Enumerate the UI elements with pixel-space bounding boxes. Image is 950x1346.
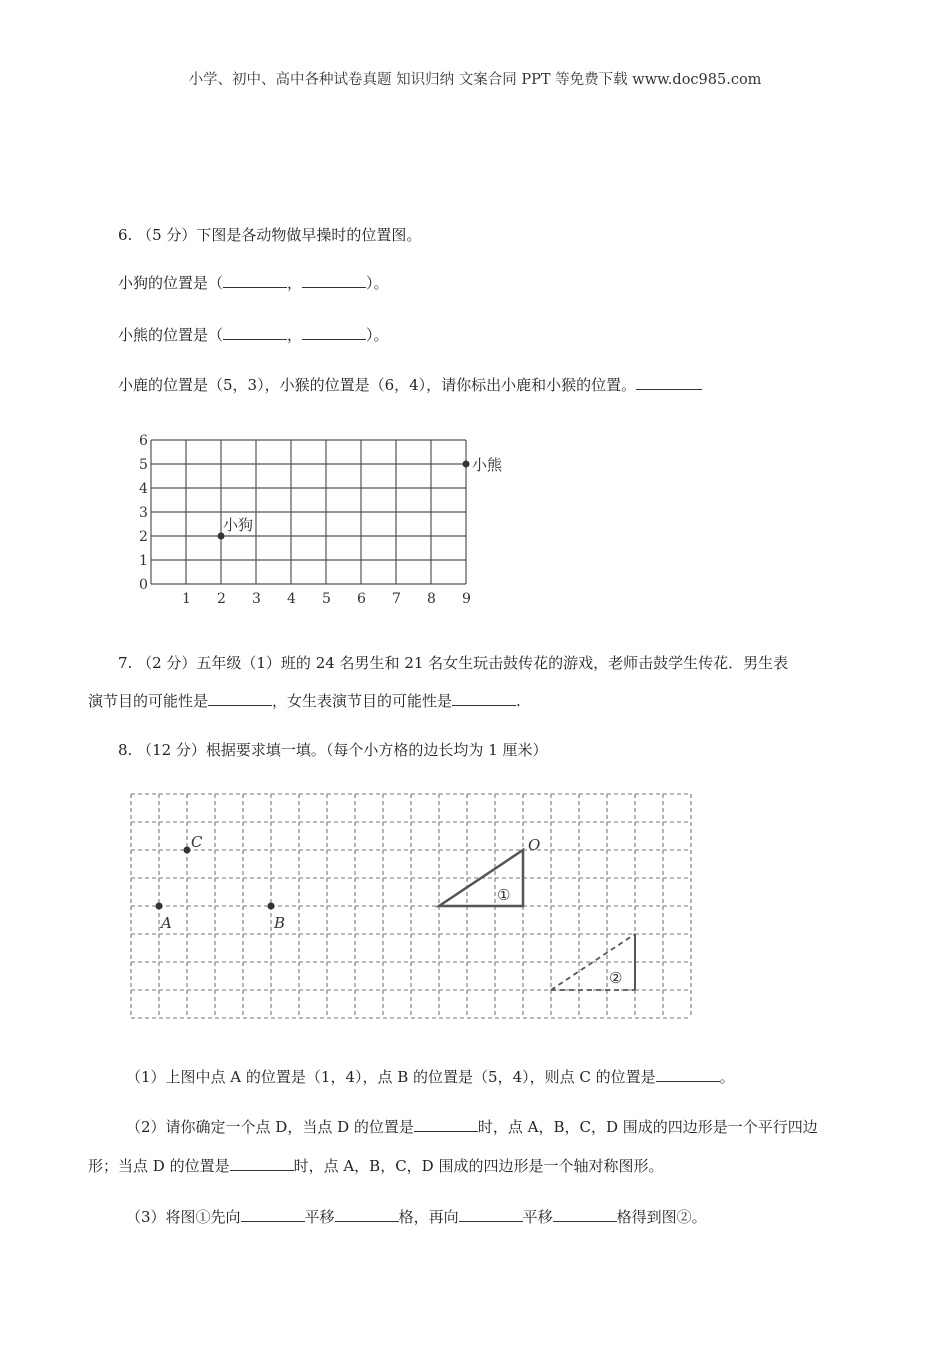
bear-label: 小熊 [472, 456, 503, 474]
q6-title: 6. （5 分）下图是各动物做早操时的位置图。 [118, 226, 422, 244]
x-tick: 9 [462, 591, 471, 607]
y-tick: 0 [139, 577, 148, 593]
q6-dog-prefix: 小狗的位置是（ [118, 274, 224, 292]
q8-part3-text-e: 格得到图②。 [616, 1208, 707, 1226]
q8-part2-text-c: 形；当点 D 的位置是 [88, 1157, 230, 1175]
q8-part3-text-a: （3）将图①先向 [126, 1208, 241, 1226]
point-b [268, 903, 275, 910]
q8-part3-text-c: 格，再向 [398, 1208, 459, 1226]
label-o: O [528, 836, 541, 854]
q8-part2-line2 [88, 1155, 663, 1176]
q6-deer-text: 小鹿的位置是（5，3），小猴的位置是（6，4），请你标出小鹿和小猴的位置。 [118, 376, 637, 394]
x-tick: 1 [182, 591, 191, 607]
y-tick: 4 [139, 481, 148, 497]
point-c [184, 847, 191, 854]
q8-steps2-blank[interactable] [553, 1207, 617, 1222]
q6-bear-close: ）。 [366, 326, 389, 344]
shape-2-label: ② [609, 969, 623, 987]
q8-part1 [126, 1066, 735, 1087]
q6-bear-comma: ， [287, 326, 303, 344]
q8-part2-text-d: 时，点 A，B，C，D 围成的四边形是一个轴对称图形。 [293, 1157, 664, 1175]
q8-dir1-blank[interactable] [241, 1207, 305, 1222]
q6-dog-comma: ， [287, 274, 303, 292]
y-tick: 1 [139, 553, 148, 569]
point-a [156, 903, 163, 910]
q8-part2-text-b: 时，点 A，B，C，D 围成的四边形是一个平行四边 [477, 1118, 818, 1136]
q7-period: . [516, 692, 521, 710]
x-tick: 8 [427, 591, 436, 607]
x-tick: 6 [357, 591, 366, 607]
x-tick: 3 [252, 591, 261, 607]
x-tick: 4 [287, 591, 296, 607]
x-tick: 5 [322, 591, 331, 607]
q7-line1: 7. （2 分）五年级（1）班的 24 名男生和 21 名女生玩击鼓传花的游戏，老师击鼓学生传花．男生表 [118, 654, 789, 672]
q7-boys-text: 演节目的可能性是 [88, 692, 209, 710]
q6-dog-close: ）。 [366, 274, 389, 292]
q8-steps1-blank[interactable] [335, 1207, 399, 1222]
y-tick: 2 [139, 529, 148, 545]
shape-1-label: ① [497, 886, 511, 904]
label-a: A [161, 914, 172, 932]
dog-label: 小狗 [223, 516, 254, 534]
x-tick: 7 [392, 591, 401, 607]
label-b: B [274, 914, 286, 932]
q6-bear-prefix: 小熊的位置是（ [118, 326, 224, 344]
q8-part2-line1 [126, 1116, 818, 1137]
q7-girls-text: ，女生表演节目的可能性是 [272, 692, 453, 710]
q8-point-c-blank[interactable] [656, 1067, 720, 1082]
q8-dir2-blank[interactable] [459, 1207, 523, 1222]
y-tick: 3 [139, 505, 148, 521]
y-tick: 5 [139, 457, 148, 473]
q8-part3-text-b: 平移 [304, 1208, 335, 1226]
q8-point-d-parallelogram-blank[interactable] [414, 1117, 478, 1132]
x-tick: 2 [217, 591, 226, 607]
q8-part3 [126, 1206, 707, 1227]
q8-part2-text-a: （2）请你确定一个点 D，当点 D 的位置是 [126, 1118, 414, 1136]
q8-point-d-symmetric-blank[interactable] [230, 1156, 294, 1171]
page-header: 小学、初中、高中各种试卷真题 知识归纳 文案合同 PPT 等免费下载 www.doc985.com [188, 72, 762, 88]
q8-part1-end: 。 [719, 1068, 735, 1086]
q8-title: 8. （12 分）根据要求填一填。（每个小方格的边长均为 1 厘米） [118, 741, 548, 759]
y-tick: 6 [139, 433, 148, 449]
label-c: C [191, 833, 203, 851]
q8-part1-text: （1）上图中点 A 的位置是（1，4），点 B 的位置是（5，4），则点 C 的位置是 [126, 1068, 656, 1086]
q8-part3-text-d: 平移 [522, 1208, 553, 1226]
